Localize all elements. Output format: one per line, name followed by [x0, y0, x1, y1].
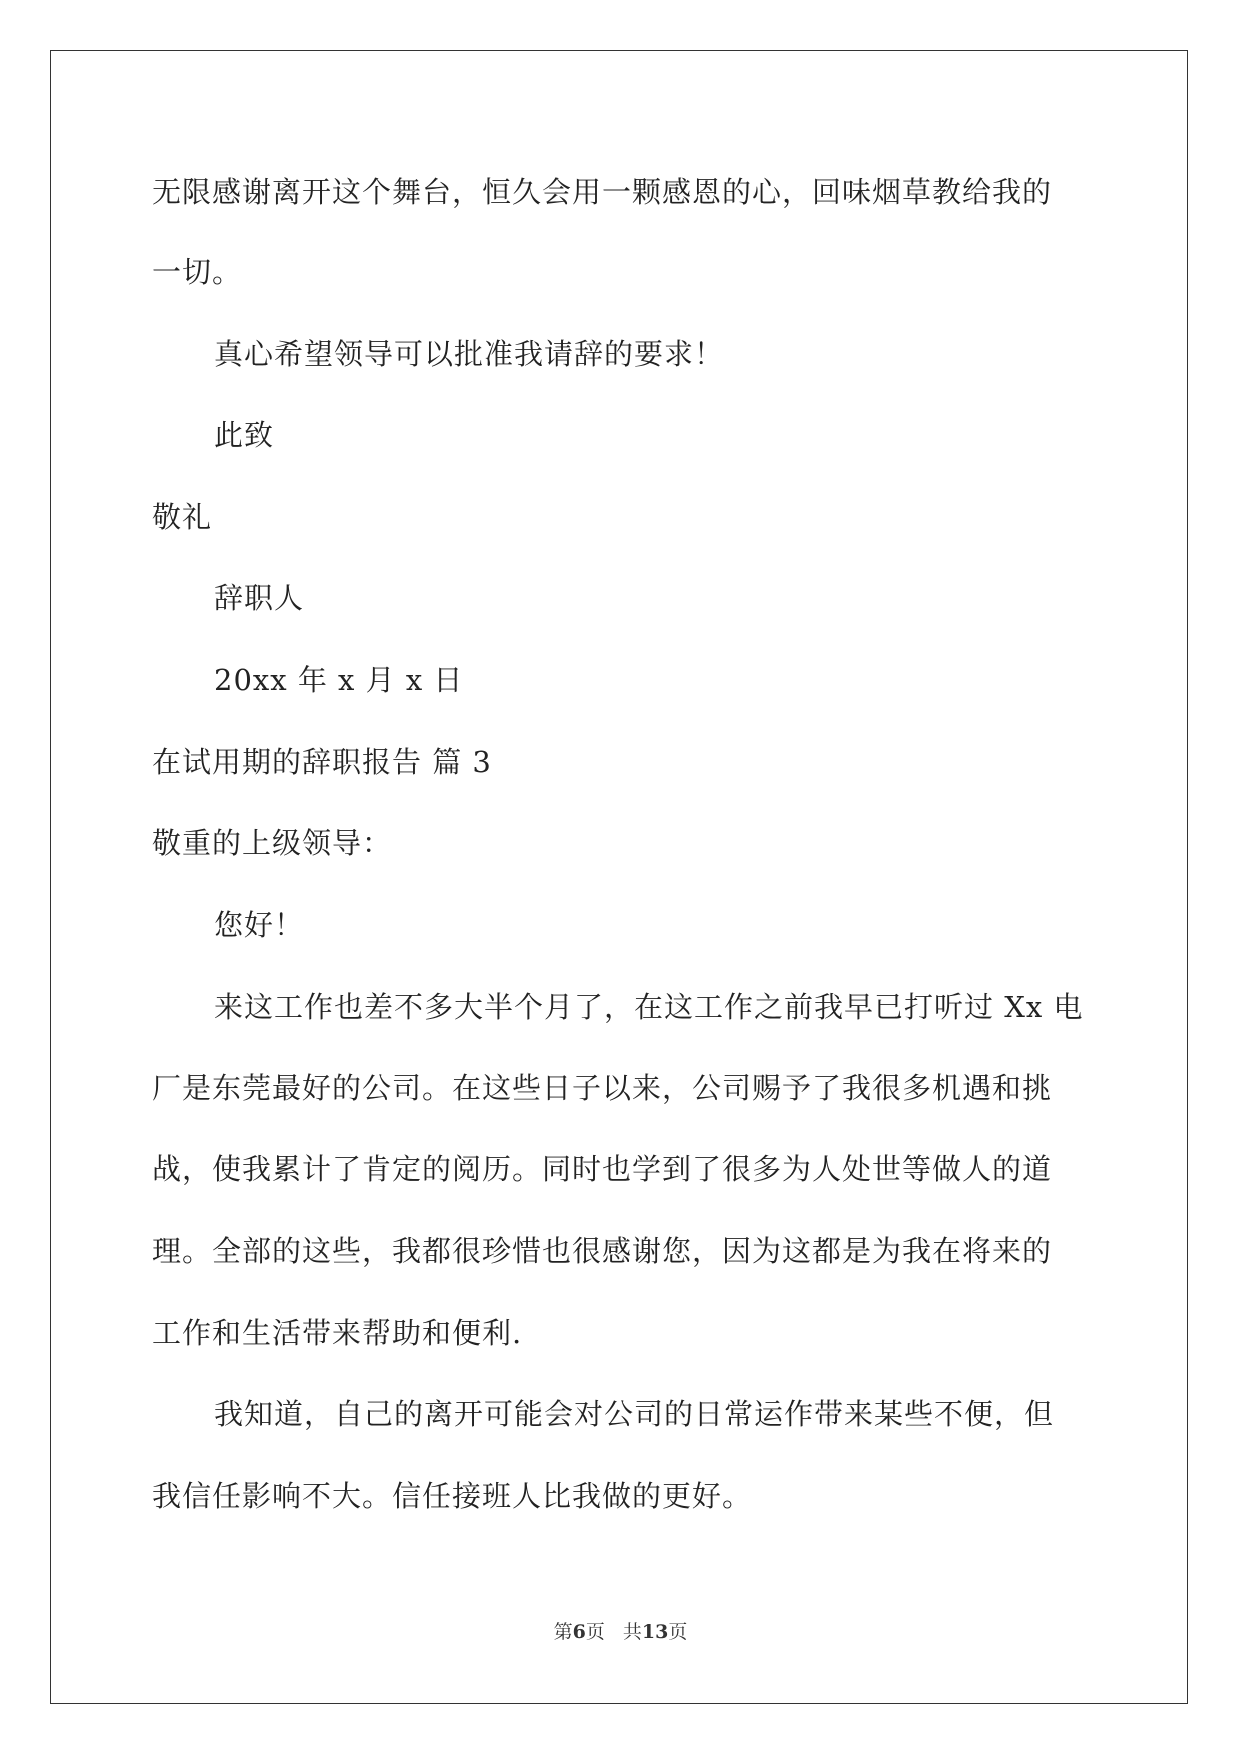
page-footer [0, 1617, 1241, 1644]
section-title: 在试用期的辞职报告 篇 3 [152, 745, 492, 779]
body-line-16: 我知道，自己的离开可能会对公司的日常运作带来某些不便，但 [214, 1397, 1055, 1431]
page-border [50, 50, 1188, 1704]
body-line-2: 一切。 [152, 255, 243, 289]
greeting: 您好！ [214, 908, 305, 942]
body-line-1: 无限感谢离开这个舞台，恒久会用一颗感恩的心，回味烟草教给我的 [152, 175, 1053, 209]
body-line-17: 我信任影响不大。信任接班人比我做的更好。 [152, 1479, 753, 1513]
signature-date: 20xx 年 x 月 x 日 [214, 663, 464, 697]
body-line-14: 理。全部的这些，我都很珍惜也很感谢您，因为这都是为我在将来的 [152, 1234, 1053, 1268]
page-prefix: 第 [553, 1621, 573, 1643]
addressee: 敬重的上级领导： [152, 826, 393, 860]
closing-salutation: 此致 [214, 418, 275, 452]
total-suffix: 页 [668, 1621, 688, 1643]
body-line-13: 战，使我累计了肯定的阅历。同时也学到了很多为人处世等做人的道 [152, 1152, 1053, 1186]
body-line-11: 来这工作也差不多大半个月了，在这工作之前我早已打听过 Xx 电 [214, 990, 1084, 1024]
total-prefix: 共 [622, 1621, 642, 1643]
signature-label: 辞职人 [214, 581, 305, 615]
closing-regards: 敬礼 [152, 500, 213, 534]
body-line-3: 真心希望领导可以批准我请辞的要求！ [214, 337, 725, 371]
page-number: 6 [572, 1621, 586, 1643]
page-suffix: 页 [585, 1621, 605, 1643]
body-line-15: 工作和生活带来帮助和便利. [152, 1316, 523, 1350]
total-pages: 13 [641, 1621, 669, 1643]
body-line-12: 厂是东莞最好的公司。在这些日子以来，公司赐予了我很多机遇和挑 [152, 1071, 1053, 1105]
